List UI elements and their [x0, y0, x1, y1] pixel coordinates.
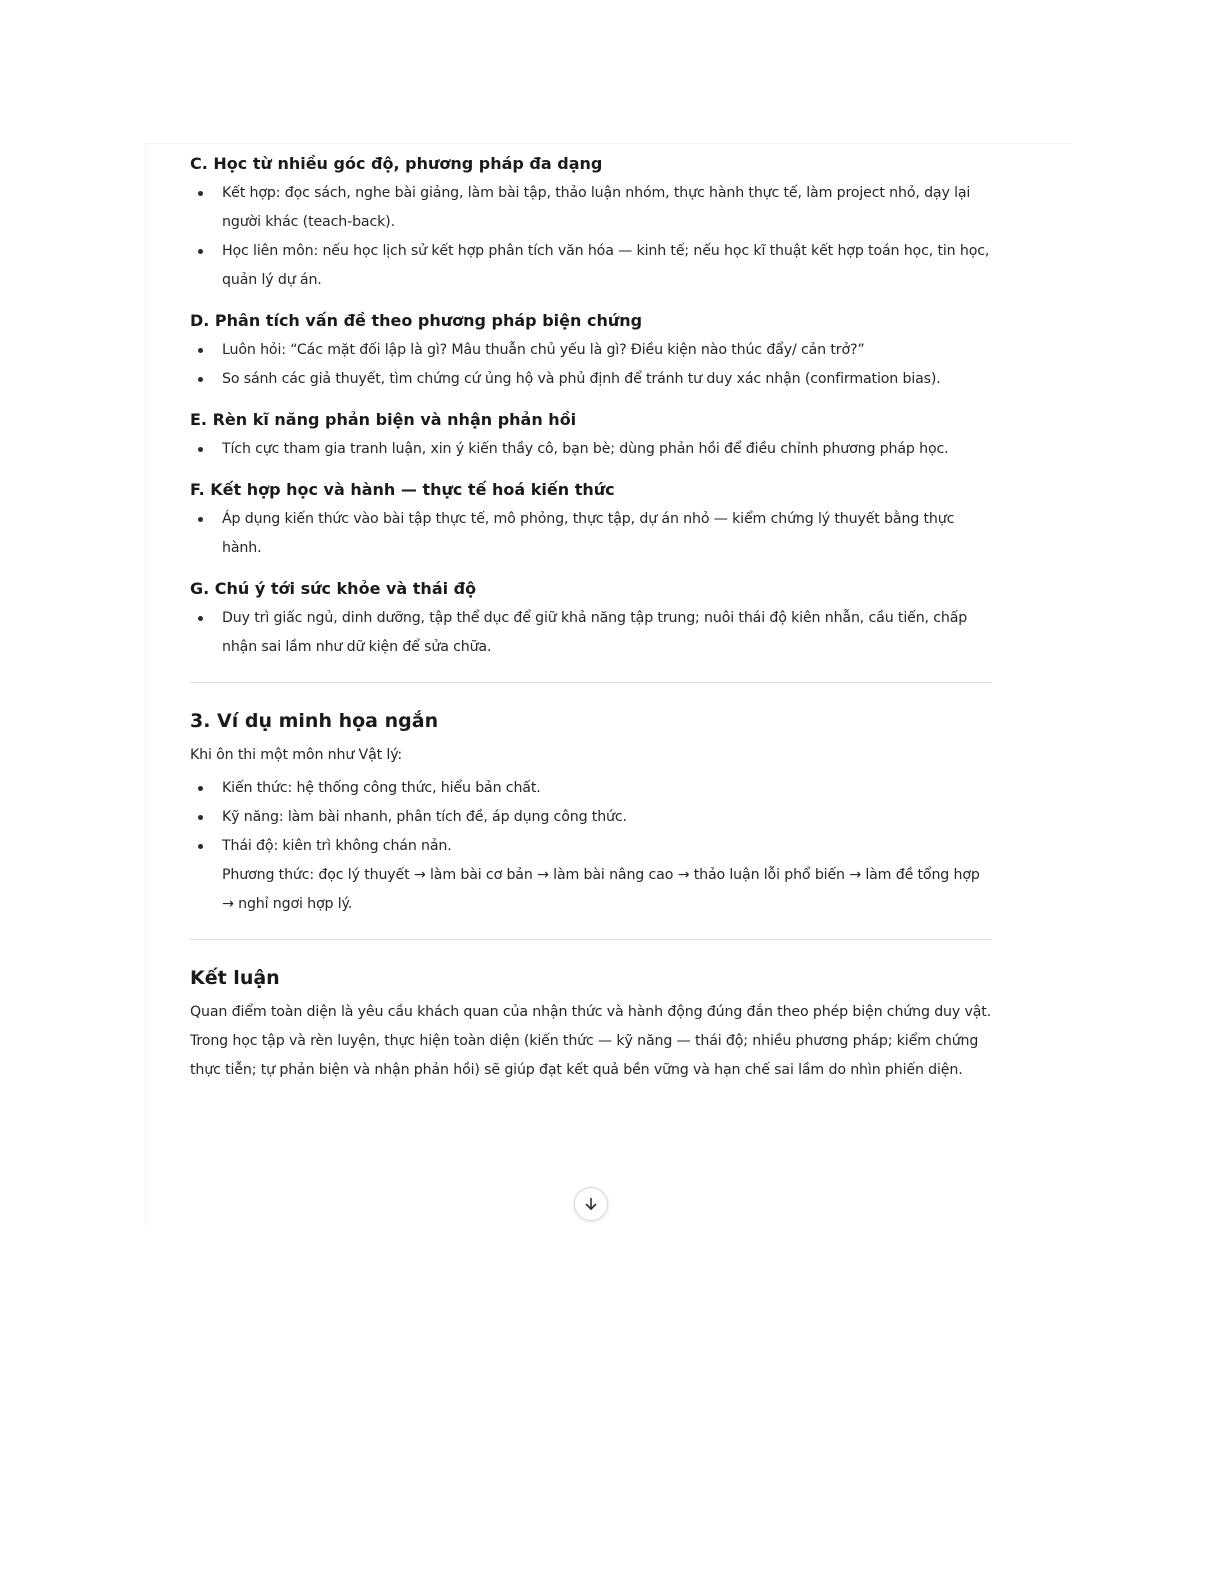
list-item [190, 179, 995, 237]
list-item-text: Học liên môn: nếu học lịch sử kết hợp phân tích văn hóa — kinh tế; nếu học kĩ thuật kết hợp toán học, tin học, quản lý dự án. [222, 243, 990, 288]
arrow-down-icon [583, 1196, 599, 1212]
bullet-list [190, 179, 995, 295]
example-method: Phương thức: đọc lý thuyết → làm bài cơ bản → làm bài nâng cao → thảo luận lỗi phổ biến → làm đề tổng hợp → nghỉ ngơi hợp lý. [222, 867, 980, 912]
message-content [190, 152, 995, 1089]
list-item-text: Duy trì giấc ngủ, dinh dưỡng, tập thể dục để giữ khả năng tập trung; nuôi thái độ kiên nhẫn, cầu tiến, chấp nhận sai lầm như dữ kiện để sửa chữa. [222, 610, 968, 655]
section-heading: D. Phân tích vấn đề theo phương pháp biện chứng [190, 311, 643, 330]
bullet-dot-icon [198, 815, 203, 820]
example-intro: Khi ôn thi một môn như Vật lý: [190, 747, 403, 763]
bullet-dot-icon [198, 844, 203, 849]
bullet-list [190, 604, 995, 662]
list-item [190, 774, 995, 803]
list-item-text: Luôn hỏi: “Các mặt đối lập là gì? Mâu thuẫn chủ yếu là gì? Điều kiện nào thúc đẩy/ cản trở?” [222, 342, 865, 358]
list-item [190, 803, 995, 832]
section-d [190, 309, 995, 394]
section-g [190, 577, 995, 662]
section-e [190, 408, 995, 464]
list-item [190, 435, 995, 464]
bullet-dot-icon [198, 348, 203, 353]
section-heading: C. Học từ nhiều góc độ, phương pháp đa dạng [190, 154, 603, 173]
list-item [190, 237, 995, 295]
bullet-dot-icon [198, 517, 203, 522]
list-item [190, 365, 995, 394]
conclusion-section [190, 964, 995, 1085]
section-heading: F. Kết hợp học và hành — thực tế hoá kiến thức [190, 480, 615, 499]
bullet-list [190, 336, 995, 394]
bullet-dot-icon [198, 786, 203, 791]
list-item [190, 832, 995, 861]
divider [190, 939, 992, 940]
example-heading: 3. Ví dụ minh họa ngắn [190, 710, 439, 732]
example-section [190, 707, 995, 919]
section-f [190, 478, 995, 563]
list-item-text: Tích cực tham gia tranh luận, xin ý kiến thầy cô, bạn bè; dùng phản hồi để điều chỉnh phương pháp học. [222, 441, 949, 457]
list-item-text: So sánh các giả thuyết, tìm chứng cứ ủng hộ và phủ định để tránh tư duy xác nhận (confirmation bias). [222, 371, 941, 387]
section-heading: E. Rèn kĩ năng phản biện và nhận phản hồi [190, 410, 577, 429]
list-item [190, 604, 995, 662]
section-heading: G. Chú ý tới sức khỏe và thái độ [190, 579, 477, 598]
list-item-text: Thái độ: kiên trì không chán nản. [222, 838, 452, 854]
bullet-dot-icon [198, 447, 203, 452]
bullet-dot-icon [198, 191, 203, 196]
bullet-list [190, 435, 995, 464]
list-item [190, 505, 995, 563]
conclusion-heading: Kết luận [190, 967, 280, 989]
list-item-text: Áp dụng kiến thức vào bài tập thực tế, mô phỏng, thực tập, dự án nhỏ — kiểm chứng lý thuyết bằng thực hành. [222, 511, 955, 556]
list-item-text: Kỹ năng: làm bài nhanh, phân tích đề, áp dụng công thức. [222, 809, 627, 825]
divider [190, 682, 992, 683]
bullet-list [190, 774, 995, 861]
scroll-to-bottom-button[interactable] [574, 1187, 608, 1221]
section-c [190, 152, 995, 295]
list-item-text: Kết hợp: đọc sách, nghe bài giảng, làm bài tập, thảo luận nhóm, thực hành thực tế, làm project nhỏ, dạy lại người khác (teach-back). [222, 185, 971, 230]
bullet-dot-icon [198, 377, 203, 382]
conclusion-text: Quan điểm toàn diện là yêu cầu khách quan của nhận thức và hành động đúng đắn theo phép biện chứng duy vật. Trong học tập và rèn luyện, thực hiện toàn diện (kiến thức — kỹ năng — thái độ; nhiều phương pháp; kiểm chứng thực tiễn; tự phản biện và nhận phản hồi) sẽ giúp đạt kết quả bền vững và hạn chế sai lầm do nhìn phiến diện. [190, 1004, 992, 1078]
bullet-dot-icon [198, 616, 203, 621]
bullet-list [190, 505, 995, 563]
list-item [190, 336, 995, 365]
list-item-text: Kiến thức: hệ thống công thức, hiểu bản chất. [222, 780, 541, 796]
bullet-dot-icon [198, 249, 203, 254]
